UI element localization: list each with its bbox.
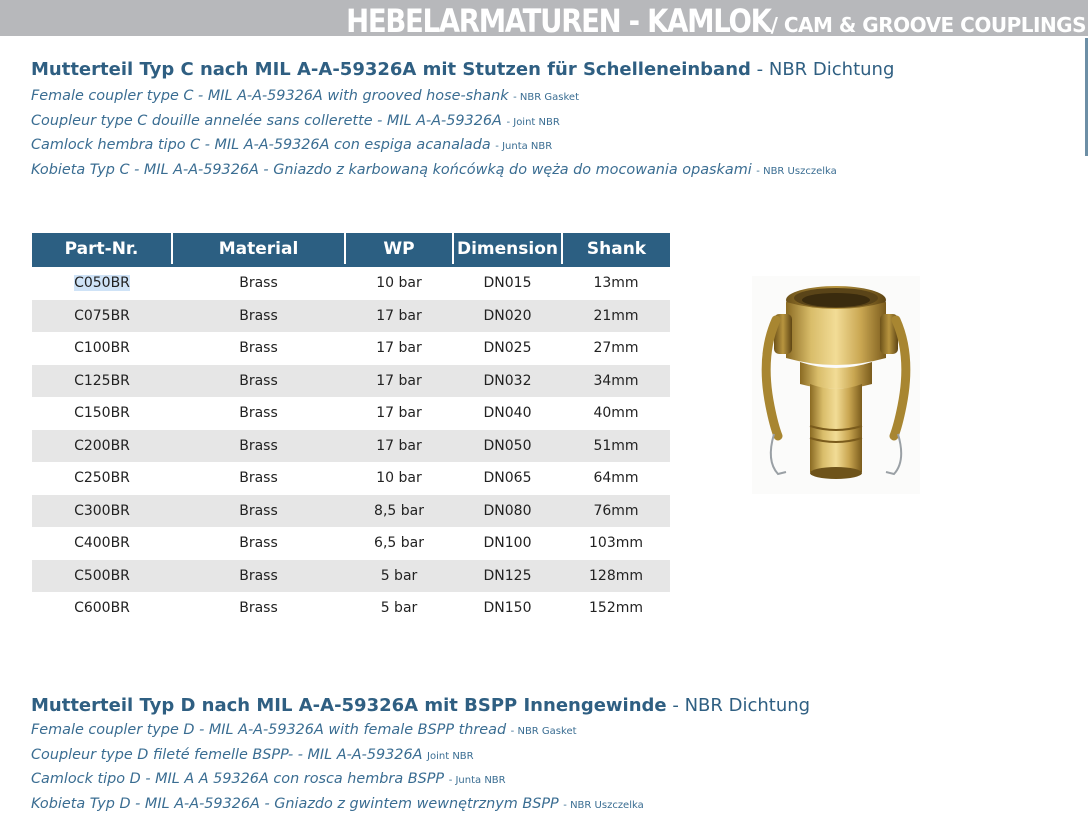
cell-part-nr[interactable]: C125BR (32, 365, 172, 398)
section-d-line-en: Female coupler type D - MIL A-A-59326A with female BSPP thread - NBR Gasket (31, 722, 577, 738)
cell-part-nr[interactable]: C150BR (74, 405, 130, 422)
table-row (32, 527, 670, 560)
section-c-line-fr: Coupleur type C douille annelée sans collerette - MIL A-A-59326A - Joint NBR (31, 112, 560, 129)
col-header-part-nr: Part-Nr. (32, 233, 172, 266)
cell-shank: 152mm (589, 600, 643, 617)
cell-part-nr[interactable] (32, 266, 172, 300)
cell-material: Brass (239, 405, 278, 422)
table-row (32, 462, 670, 495)
cell-material: Brass (239, 535, 278, 552)
cell-part-nr[interactable]: C500BR (32, 560, 172, 593)
cell-material: Brass (172, 495, 345, 528)
section-c-title-gasket: - NBR Dichtung (756, 59, 895, 80)
cell-part-nr[interactable]: C075BR (32, 300, 172, 333)
cell-wp: 17 bar (376, 405, 422, 422)
parts-table (32, 233, 670, 625)
table-row (32, 266, 670, 300)
section-c-line-pl: Kobieta Typ C - MIL A-A-59326A - Gniazdo z karbowaną końcówką do węża do mocowania opaskami - NBR Uszczelka (31, 161, 837, 178)
cell-dimension: DN020 (453, 300, 562, 333)
cell-dimension: DN025 (483, 340, 532, 357)
col-header-dimension: Dimension (453, 233, 562, 266)
cell-material: Brass (239, 275, 278, 292)
cell-dimension: DN050 (453, 430, 562, 463)
cell-shank: 64mm (593, 470, 639, 487)
cell-wp: 17 bar (345, 365, 453, 398)
cell-shank: 103mm (589, 535, 643, 552)
section-c-line-en: Female coupler type C - MIL A-A-59326A with grooved hose-shank - NBR Gasket (31, 88, 579, 104)
table-row (32, 592, 670, 625)
cell-part-nr[interactable]: C400BR (74, 535, 130, 552)
section-c-title (31, 59, 894, 81)
cell-wp: 17 bar (345, 300, 453, 333)
section-type-d (31, 695, 810, 817)
cell-shank: 40mm (593, 405, 639, 422)
table-header-row (32, 233, 670, 266)
coupler-product-image (752, 276, 920, 494)
cell-shank: 27mm (593, 340, 639, 357)
header-title-sub: / CAM & GROOVE COUPLINGS (770, 13, 1086, 37)
cell-shank: 76mm (562, 495, 670, 528)
header-title-main: HEBELARMATUREN - KAMLOK (346, 2, 771, 40)
cell-material: Brass (239, 340, 278, 357)
table-row (32, 495, 670, 528)
table-row (32, 397, 670, 430)
cell-part-nr[interactable]: C600BR (74, 600, 130, 617)
cell-part-nr[interactable]: C250BR (74, 470, 130, 487)
section-c-line-es: Camlock hembra tipo C - MIL A-A-59326A con espiga acanalada - Junta NBR (31, 137, 553, 153)
cell-wp: 10 bar (376, 470, 422, 487)
section-c-title-main: Mutterteil Typ C nach MIL A-A-59326A mit Stutzen für Schelleneinband (31, 59, 751, 80)
cell-material: Brass (172, 365, 345, 398)
cell-shank: 128mm (562, 560, 670, 593)
cell-wp: 8,5 bar (345, 495, 453, 528)
cell-shank: 21mm (562, 300, 670, 333)
cell-material: Brass (172, 300, 345, 333)
cell-material: Brass (172, 430, 345, 463)
cell-part-nr[interactable]: C200BR (32, 430, 172, 463)
selected-text[interactable]: C050BR (74, 275, 130, 292)
cell-shank: 34mm (562, 365, 670, 398)
cell-dimension: DN065 (483, 470, 532, 487)
cell-wp: 5 bar (345, 560, 453, 593)
cell-material: Brass (172, 560, 345, 593)
cell-dimension: DN032 (453, 365, 562, 398)
page-header-title (277, 2, 1086, 40)
col-header-material: Material (172, 233, 345, 266)
section-d-line-es: Camlock tipo D - MIL A A 59326A con rosca hembra BSPP - Junta NBR (31, 771, 506, 787)
cell-dimension: DN150 (483, 600, 532, 617)
cell-part-nr[interactable]: C300BR (32, 495, 172, 528)
cell-dimension: DN015 (483, 275, 532, 292)
cell-dimension: DN100 (483, 535, 532, 552)
cell-material: Brass (239, 470, 278, 487)
table-row (32, 560, 670, 593)
section-d-line-fr: Coupleur type D fileté femelle BSPP- - MIL A-A-59326A Joint NBR (31, 746, 474, 763)
cell-part-nr[interactable]: C100BR (74, 340, 130, 357)
cell-material: Brass (239, 600, 278, 617)
table-row (32, 365, 670, 398)
col-header-wp: WP (345, 233, 453, 266)
cell-dimension: DN125 (453, 560, 562, 593)
section-d-title (31, 695, 810, 717)
section-type-c (31, 59, 894, 183)
cell-wp: 6,5 bar (374, 535, 424, 552)
cell-wp: 17 bar (376, 340, 422, 357)
table-row (32, 430, 670, 463)
cell-wp: 5 bar (380, 600, 418, 617)
col-header-shank: Shank (562, 233, 670, 266)
cell-dimension: DN040 (483, 405, 532, 422)
cell-dimension: DN080 (453, 495, 562, 528)
cell-wp: 10 bar (376, 275, 422, 292)
section-d-line-pl: Kobieta Typ D - MIL A-A-59326A - Gniazdo z gwintem wewnętrznym BSPP - NBR Uszczelka (31, 795, 644, 812)
cell-wp: 17 bar (345, 430, 453, 463)
cell-shank: 51mm (562, 430, 670, 463)
table-row (32, 332, 670, 365)
section-d-title-gasket: - NBR Dichtung (672, 695, 811, 716)
cell-shank: 13mm (593, 275, 639, 292)
section-d-title-main: Mutterteil Typ D nach MIL A-A-59326A mit BSPP Innengewinde (31, 695, 667, 716)
table-row (32, 300, 670, 333)
